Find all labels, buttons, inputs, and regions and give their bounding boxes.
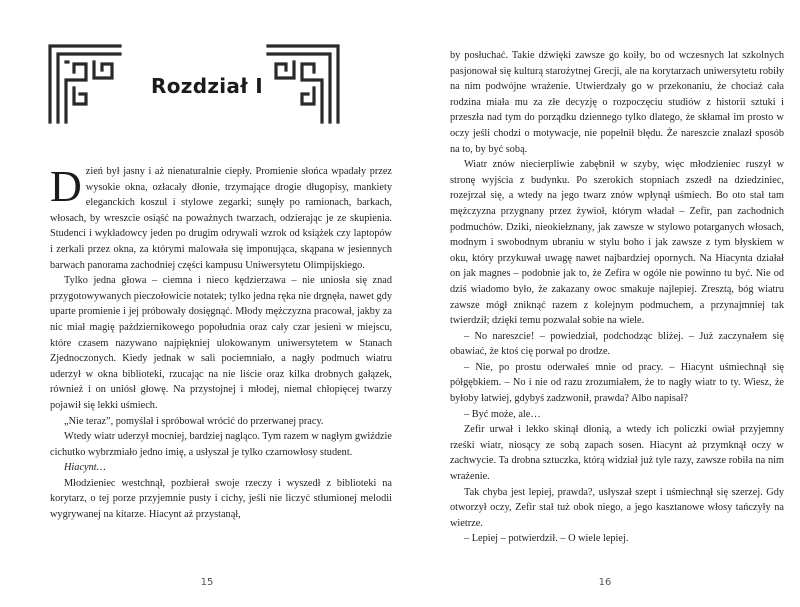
paragraph: Młodzieniec westchnął, pozbierał swoje rzeczy i wyszedł z biblioteki na korytarz, o tej porze przyjemnie pusty i cichy, jeśli nie liczyć stłumionej melodii wygrywanej na kitarze. Hiacynt aż przystanął, <box>50 477 392 521</box>
paragraph: „Nie teraz”, pomyślał i spróbował wrócić do przerwanej pracy. <box>64 415 324 427</box>
paragraph: – Nie, po prostu oderwałeś mnie od pracy. – Hiacynt uśmiechnął się półgębkiem. – No i nie od razu zrozumiałem, że to nagły wiatr to ty. Wiesz, że byłoby łatwiej, gdybyś zadzwonił, prawda? Albo napisał? <box>450 361 784 405</box>
paragraph: Dzień był jasny i aż nienaturalnie ciepły. Promienie słońca wpadały przez wysokie okna, ozłacały dłonie, trzymające drogie długopisy, mankiety eleganckich koszul i stylowe zegarki; sunęły po ramionach, barkach, włosach, by wreszcie osiąść na poważnych twarzach, odzierając je ze skupienia. Studenci i wykładowcy jeden po drugim odrywali wzrok od książek czy laptopów i zerkali przez okna, za którymi malowała się imponująca, skąpana w jesiennych barwach panorama zachodniej części kampusu Uniwersytetu Olimpijskiego. <box>50 162 392 271</box>
paragraph: Hiacynt… <box>64 462 106 474</box>
paragraph: Wtedy wiatr uderzył mocniej, bardziej nagląco. Tym razem w nagłym gwiździe cichutko wybrzmiało jedno imię, a usłyszał je tylko czarnowłosy student. <box>50 431 392 458</box>
paragraph: Tak chyba jest lepiej, prawda?, usłyszał szept i uśmiechnął się szerzej. Gdy otworzył oczy, Zefir stał tuż obok niego, a jego kasztanowe włosy tańczyły na wietrze. <box>450 486 784 529</box>
paragraph: Wiatr znów niecierpliwie zabębnił w szyby, więc młodzieniec ruszył w stronę wyjścia z budynku. Po szerokich stopniach zszedł na dziedziniec, rozejrzał się, a wtedy na jego twarz znów wpłynął uśmiech. Bo oto stał tam mężczyzna przygnany przez żywioł, którym władał – Zefir, pan zachodnich podmuchów. Dziki, nieokiełznany, jak zawsze w stylowo potarganych włosach, modnym i swobodnym ubraniu w stylu boho i jak zawsze z tym błyskiem w oku, który przykuwał uwagę nawet najbardziej opornych. Na Hiacynta działał on jak magnes – podobnie jak to, że Zefira w ogóle nie powinno tu być. Nie od dziś wiadomo było, że zakazany owoc smakuje najlepiej. Zresztą, bóg wiatru zawsze mógł zniknąć razem z kolejnym podmuchem, a przynajmniej tak twierdził; dzięki temu pozwalał sobie na wiele. <box>450 159 784 327</box>
greek-key-ornament-right-icon <box>266 42 342 124</box>
right-page <box>420 0 790 607</box>
drop-cap: D <box>50 162 82 211</box>
paragraph: – Być może, ale… <box>464 408 541 420</box>
page-number: 15 <box>200 577 214 588</box>
left-page <box>22 0 392 607</box>
chapter-title: Rozdział I <box>151 74 263 98</box>
paragraph: by posłuchać. Takie dźwięki zawsze go koiły, bo od wczesnych lat szkolnych pasjonował się kulturą starożytnej Grecji, ale na korytarzach uniwersytetu robiły na nim podwójne wrażenie. Utwierdzały go w przekonaniu, że chociaż cała rodzina miała mu za złe decyzję o rozpoczęciu studiów z historii sztuki i przeszła nad tym do porządku dziennego tylko dlatego, że skłamał im prosto w oczy jeśli chodzi o motywacje, nie popełnił błędu. Że nareszcie znalazł sposób na to, by być sobą. <box>450 50 784 155</box>
left-page-text <box>50 164 392 523</box>
right-page-text <box>450 48 784 547</box>
paragraph: – Lepiej – potwierdził. – O wiele lepiej. <box>464 533 629 545</box>
paragraph: – No nareszcie! – powiedział, podchodząc bliżej. – Już zaczynałem się obawiać, że ktoś cię porwał po drodze. <box>450 330 784 358</box>
chapter-header <box>22 0 392 120</box>
paragraph: Zefir urwał i lekko skinął dłonią, a wtedy ich policzki owiał przyjemny rześki wiatr, niosący ze sobą zapach sosen. Hiacynt aż przymknął oczy w zachwycie. Ta drobna sztuczka, którą widział już tyle razy, zawsze robiła na nim wrażenie. <box>450 424 784 483</box>
page-number: 16 <box>598 577 612 588</box>
paragraph: Tylko jedna głowa – ciemna i nieco kędzierzawa – nie uniosła się znad przygotowywanych pieczołowicie notatek; tylko jedna ręka nie drgnęła, nawet gdy uparte promienie i jej próbowały dosięgnąć. Młody mężczyzna pracował, jakby za nic miał magię październikowego popołudnia oraz cały czar jesieni w miejscu, które czasem nazywano najpiękniej ulokowanym uniwersytetem w Stanach Zjednoczonych. Kiedy jednak w sali pociemniało, a nagły podmuch wiatru uderzył w okna biblioteki, rzucając na nie liście oraz kilka drobnych gałązek, również i on uniósł głowę. Na przystojnej i młodej, niemal chłopięcej twarzy pojawił się lekki uśmiech. <box>50 275 392 411</box>
